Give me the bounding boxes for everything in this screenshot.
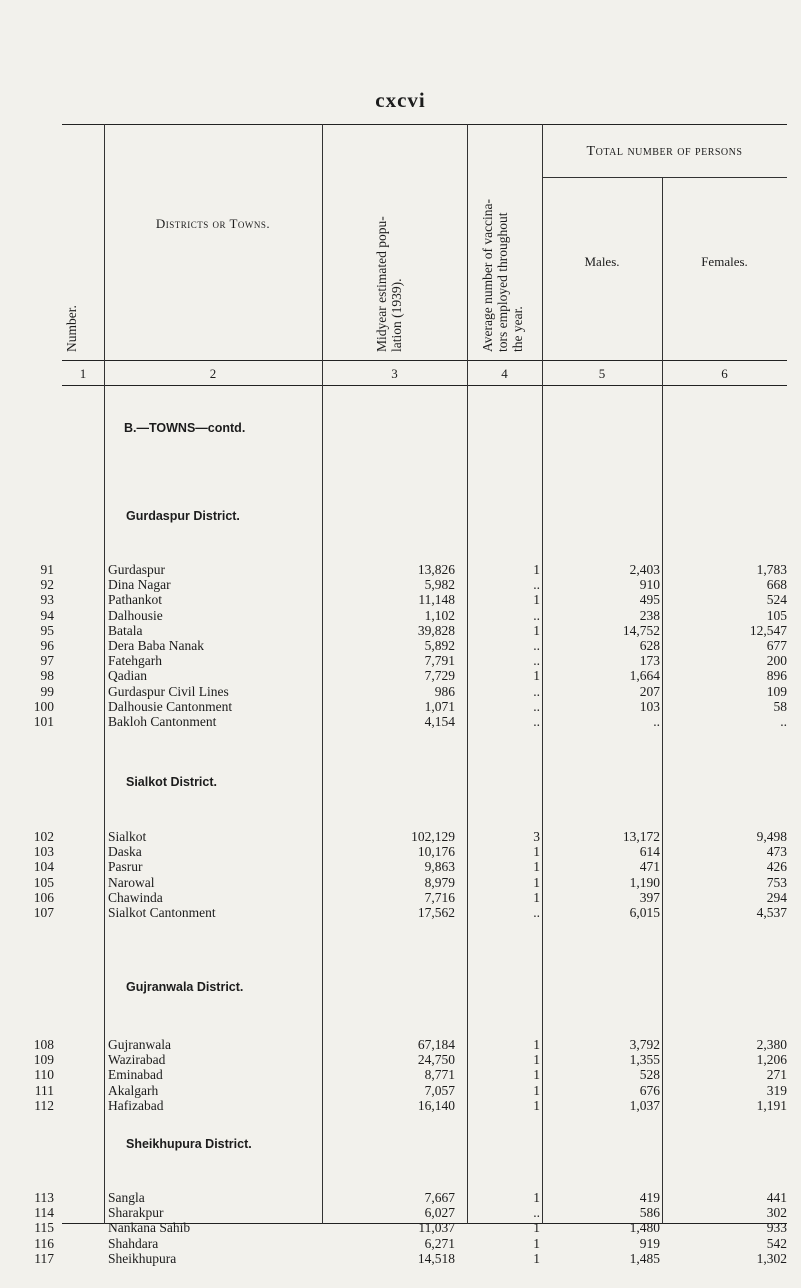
table-top-rule <box>62 124 787 125</box>
males-value: 1,190 <box>629 874 660 890</box>
males-value: 1,485 <box>629 1250 660 1266</box>
table-row <box>33 859 787 875</box>
males-value: .. <box>653 714 660 729</box>
vaccinators-value: .. <box>533 1205 540 1221</box>
row-number: 100 <box>33 698 54 714</box>
town-name: Sangla <box>108 1190 145 1205</box>
males-value: 2,403 <box>629 562 660 577</box>
district-heading: Gurdaspur District. <box>126 509 240 523</box>
females-value: 1,302 <box>756 1250 787 1266</box>
row-number: 107 <box>33 905 54 920</box>
section-heading: B.—TOWNS—contd. <box>124 421 246 435</box>
population-value: 7,057 <box>424 1082 455 1098</box>
vaccinators-value: 1 <box>533 1250 540 1266</box>
row-number: 104 <box>33 859 54 875</box>
table-row <box>40 577 787 593</box>
header-population: Midyear estimated popu- lation (1939). <box>374 216 404 352</box>
vaccinators-value: 1 <box>533 1097 540 1113</box>
table-row <box>34 1097 787 1114</box>
town-name: Hafizabad <box>108 1097 164 1113</box>
page-number: cxcvi <box>375 88 426 112</box>
town-name: Narowal <box>108 874 155 890</box>
table-row <box>34 1082 787 1099</box>
row-number: 117 <box>34 1250 54 1266</box>
vaccinators-value: 1 <box>533 859 540 875</box>
vaccinators-value: .. <box>533 607 540 623</box>
row-number: 106 <box>33 889 54 905</box>
vaccinators-value: .. <box>533 683 540 699</box>
table-row <box>33 905 787 921</box>
town-name: Qadian <box>108 668 147 684</box>
females-value: 294 <box>766 889 787 905</box>
district-heading: Sialkot District. <box>126 775 217 789</box>
town-name: Sharakpur <box>108 1205 164 1221</box>
females-value: 441 <box>766 1190 787 1205</box>
population-value: 5,892 <box>424 638 455 653</box>
population-value: 67,184 <box>417 1037 455 1052</box>
table-row <box>40 683 787 700</box>
colnum-4: 4 <box>501 366 508 381</box>
population-value: 17,562 <box>417 905 455 920</box>
town-name: Gujranwala <box>108 1037 171 1052</box>
males-value: 238 <box>639 607 660 623</box>
females-value: 105 <box>766 607 787 623</box>
town-name: Wazirabad <box>108 1052 166 1068</box>
table-row <box>34 1190 787 1206</box>
vaccinators-value: 1 <box>533 1082 540 1098</box>
row-number: 116 <box>34 1235 54 1251</box>
row-number: 109 <box>33 1052 54 1068</box>
females-value: 896 <box>766 668 787 684</box>
row-number: 103 <box>33 844 54 860</box>
population-value: 6,027 <box>424 1205 455 1221</box>
row-number: 101 <box>33 714 54 729</box>
town-name: Nankana Sahib <box>108 1220 191 1236</box>
vaccinators-value: 1 <box>533 1067 540 1083</box>
males-value: 173 <box>639 653 660 669</box>
total-subheader-rule <box>542 177 787 178</box>
row-number: 111 <box>34 1082 54 1098</box>
females-value: 542 <box>766 1235 787 1251</box>
population-value: 10,176 <box>417 844 455 860</box>
table-row <box>33 889 787 906</box>
females-value: 1,783 <box>756 562 787 577</box>
table-row <box>40 562 787 578</box>
town-name: Pasrur <box>108 859 143 875</box>
vaccinators-value: 1 <box>533 1220 540 1236</box>
population-value: 11,148 <box>418 592 455 608</box>
vaccinators-value: .. <box>533 653 540 669</box>
table-row <box>33 1052 787 1068</box>
town-name: Eminabad <box>108 1067 163 1083</box>
row-number: 115 <box>34 1220 54 1236</box>
table-row <box>40 607 787 624</box>
header-vaccinators: Average number of vaccina- tors employed throughout the year. <box>480 198 525 352</box>
females-value: 9,498 <box>756 829 787 844</box>
population-value: 7,716 <box>424 889 455 905</box>
row-number: 97 <box>40 653 54 669</box>
row-number: 112 <box>34 1097 54 1113</box>
row-number: 102 <box>33 829 54 844</box>
table-row <box>40 622 787 639</box>
females-value: 668 <box>766 577 787 593</box>
males-value: 1,355 <box>629 1052 660 1068</box>
row-number: 113 <box>34 1190 54 1205</box>
table-row <box>33 698 787 715</box>
row-number: 105 <box>33 874 54 890</box>
vaccinators-value: 3 <box>533 829 540 844</box>
population-value: 11,037 <box>418 1220 455 1236</box>
row-number: 108 <box>33 1037 54 1052</box>
header-number: Number. <box>64 305 79 352</box>
population-value: 6,271 <box>424 1235 455 1251</box>
table-row <box>33 1037 787 1053</box>
table-row <box>40 653 787 669</box>
population-value: 7,791 <box>424 653 455 669</box>
population-value: 102,129 <box>411 829 455 844</box>
females-value: 12,547 <box>749 622 787 638</box>
table-row <box>40 638 787 654</box>
males-value: 13,172 <box>622 829 660 844</box>
females-value: 473 <box>766 844 787 860</box>
town-name: Dalhousie Cantonment <box>108 698 233 714</box>
females-value: 319 <box>766 1082 787 1098</box>
vaccinators-value: 1 <box>533 1037 540 1052</box>
row-number: 91 <box>40 562 54 577</box>
town-name: Dalhousie <box>108 607 163 623</box>
males-value: 103 <box>639 698 660 714</box>
town-name: Akalgarh <box>108 1082 159 1098</box>
town-name: Dera Baba Nanak <box>108 638 204 653</box>
females-value: 58 <box>773 698 787 714</box>
town-name: Chawinda <box>108 889 163 905</box>
town-name: Fatehgarh <box>108 653 162 669</box>
females-value: 271 <box>766 1067 787 1083</box>
table-row <box>34 1250 787 1267</box>
males-value: 471 <box>639 859 660 875</box>
table-row <box>33 874 787 891</box>
males-value: 495 <box>639 592 660 608</box>
population-value: 1,102 <box>424 607 455 623</box>
males-value: 14,752 <box>622 622 660 638</box>
vaccinators-value: 1 <box>533 562 540 577</box>
table-row <box>34 1235 787 1252</box>
district-heading: Gujranwala District. <box>126 980 244 994</box>
females-value: 1,191 <box>756 1097 787 1113</box>
females-value: 2,380 <box>756 1037 787 1052</box>
vaccinators-value: 1 <box>533 622 540 638</box>
males-value: 676 <box>639 1082 660 1098</box>
males-value: 628 <box>639 638 660 653</box>
population-value: 13,826 <box>417 562 455 577</box>
vaccinators-value: .. <box>533 577 540 593</box>
females-value: 1,206 <box>756 1052 787 1068</box>
females-value: 933 <box>766 1220 787 1236</box>
vaccinators-value: 1 <box>533 874 540 890</box>
vaccinators-value: .. <box>533 638 540 653</box>
header-males: Males. <box>584 254 620 269</box>
vaccinators-value: 1 <box>533 668 540 684</box>
males-value: 397 <box>639 889 660 905</box>
row-number: 114 <box>34 1205 54 1221</box>
table-row <box>34 1205 787 1221</box>
males-value: 586 <box>639 1205 660 1221</box>
population-value: 5,982 <box>424 577 455 593</box>
population-value: 39,828 <box>417 622 455 638</box>
row-number: 94 <box>40 607 54 623</box>
column-number-rule <box>62 385 787 386</box>
row-number: 98 <box>40 668 54 684</box>
vaccinators-value: .. <box>533 905 540 920</box>
town-name: Dina Nagar <box>108 577 171 593</box>
town-name: Shahdara <box>108 1235 159 1251</box>
row-number: 93 <box>40 592 54 608</box>
town-name: Pathankot <box>108 592 162 608</box>
females-value: 109 <box>766 683 787 699</box>
females-value: 302 <box>766 1205 787 1221</box>
population-value: 9,863 <box>424 859 455 875</box>
vaccinators-value: 1 <box>533 592 540 608</box>
town-name: Batala <box>108 622 143 638</box>
males-value: 419 <box>639 1190 660 1205</box>
colnum-6: 6 <box>721 366 728 381</box>
vaccinators-value: 1 <box>533 844 540 860</box>
vaccinators-value: 1 <box>533 889 540 905</box>
town-name: Gurdaspur <box>108 562 165 577</box>
town-name: Bakloh Cantonment <box>108 714 217 729</box>
population-value: 7,667 <box>424 1190 455 1205</box>
colnum-1: 1 <box>79 366 87 381</box>
males-value: 1,480 <box>629 1220 660 1236</box>
town-name: Sialkot <box>108 829 147 844</box>
row-number: 95 <box>40 622 54 638</box>
population-value: 986 <box>434 683 455 699</box>
table-row <box>40 592 787 608</box>
vaccinators-value: 1 <box>533 1052 540 1068</box>
town-name: Sheikhupura <box>108 1250 177 1266</box>
row-number: 92 <box>40 577 54 593</box>
females-value: .. <box>780 714 787 729</box>
district-heading: Sheikhupura District. <box>126 1137 252 1151</box>
males-value: 919 <box>639 1235 660 1251</box>
header-bottom-rule <box>62 360 787 361</box>
males-value: 614 <box>639 844 660 860</box>
population-value: 16,140 <box>417 1097 455 1113</box>
header-females: Females. <box>701 254 748 269</box>
females-value: 677 <box>766 638 787 653</box>
town-name: Sialkot Cantonment <box>108 905 216 920</box>
females-value: 200 <box>766 653 787 669</box>
population-value: 1,071 <box>424 698 455 714</box>
males-value: 1,664 <box>629 668 660 684</box>
vaccinators-value: .. <box>533 714 540 729</box>
table-row <box>33 714 787 730</box>
header-districts: Districts or Towns. <box>155 216 271 231</box>
vaccinators-value: 1 <box>533 1190 540 1205</box>
males-value: 528 <box>639 1067 660 1083</box>
table-row <box>33 829 787 845</box>
statistics-table <box>33 124 787 1266</box>
females-value: 524 <box>766 592 787 608</box>
table-row <box>33 844 787 860</box>
row-number: 99 <box>40 683 54 699</box>
town-name: Daska <box>108 844 142 860</box>
males-value: 1,037 <box>629 1097 660 1113</box>
population-value: 7,729 <box>424 668 455 684</box>
row-number: 96 <box>40 638 54 653</box>
colnum-3: 3 <box>391 366 398 381</box>
males-value: 6,015 <box>629 905 660 920</box>
females-value: 753 <box>766 874 787 890</box>
population-value: 8,771 <box>424 1067 455 1083</box>
vaccinators-value: .. <box>533 698 540 714</box>
population-value: 24,750 <box>417 1052 455 1068</box>
males-value: 3,792 <box>629 1037 660 1052</box>
vaccinators-value: 1 <box>533 1235 540 1251</box>
males-value: 910 <box>639 577 660 593</box>
row-number: 110 <box>34 1067 54 1083</box>
females-value: 426 <box>766 859 787 875</box>
population-value: 8,979 <box>424 874 455 890</box>
header-total-persons: Total number of persons <box>586 144 743 159</box>
colnum-2: 2 <box>209 366 217 381</box>
population-value: 4,154 <box>424 714 455 729</box>
table-row <box>40 668 787 684</box>
table-row <box>34 1220 787 1236</box>
colnum-5: 5 <box>598 366 606 381</box>
population-value: 14,518 <box>417 1250 455 1266</box>
females-value: 4,537 <box>756 905 787 920</box>
table-row <box>34 1067 787 1083</box>
town-name: Gurdaspur Civil Lines <box>108 683 229 699</box>
males-value: 207 <box>639 683 660 699</box>
